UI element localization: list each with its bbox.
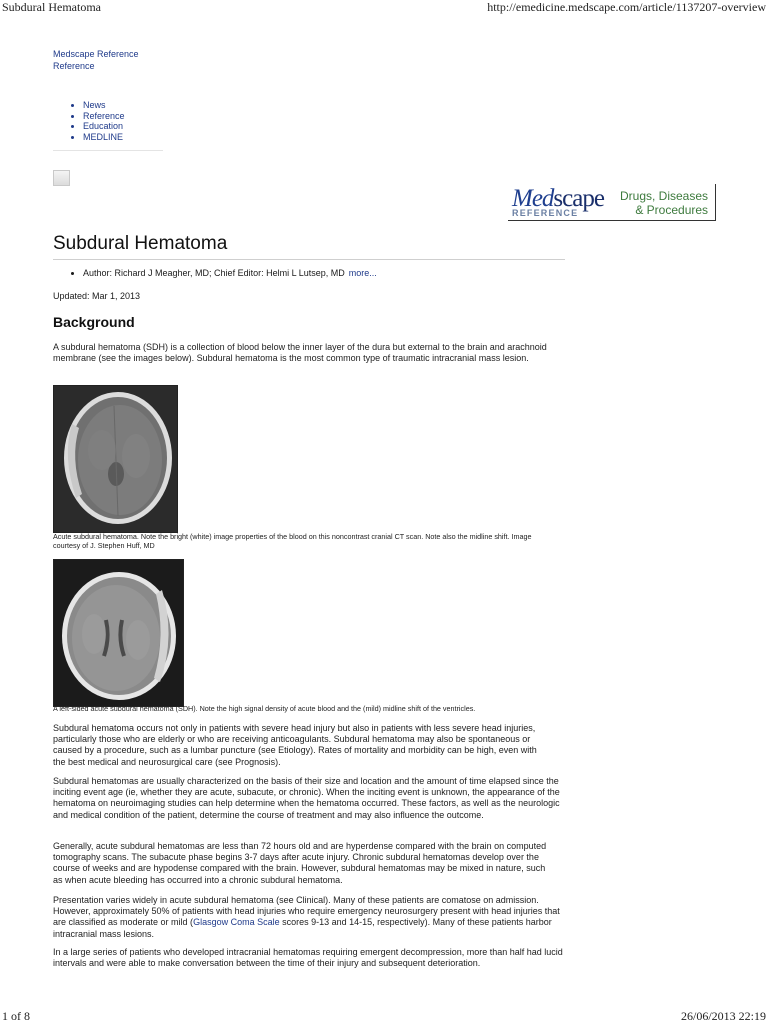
paragraph-intro: A subdural hematoma (SDH) is a collection of blood below the inner layer of the dura but external to the brain and arachnoid membrane (see the images below). Subdural hematoma is the most common type of traumatic intracranial mass lesion. (53, 342, 547, 364)
print-footer (0, 1009, 768, 1025)
nav-item-reference[interactable]: • Reference (83, 111, 565, 122)
print-header-title: Subdural Hematoma (2, 0, 101, 14)
ct-scan-2-caption: A left-sided acute subdural hematoma (SDH). Note the high signal density of acute blood and the (mild) midline shift of the ventricles. (53, 704, 476, 713)
print-header (0, 0, 768, 16)
site-nav (53, 100, 565, 142)
logo-subtitle: REFERENCE (512, 208, 579, 218)
glasgow-coma-scale-link[interactable]: Glasgow Coma Scale (193, 917, 280, 928)
author-line: • Author: Richard J Meagher, MD; Chief Editor: Helmi L Lutsep, MD more... (83, 268, 377, 278)
ct-scan-1-graphic (54, 386, 177, 532)
page-content (53, 48, 709, 969)
site-link-medscape-reference[interactable]: Medscape Reference (53, 49, 139, 59)
section-heading-background: Background (53, 314, 135, 330)
ct-scan-2-graphic (54, 560, 183, 706)
more-link[interactable]: more... (348, 268, 377, 278)
paragraph-phases: Generally, acute subdural hematomas are less than 72 hours old and are hyperdense compared with the brain on computed tomography scans. The subacute phase begins 3-7 days after acute injury. Chronic subdural hematomas develop over the course of weeks and are hypodense compared with the brain. However, subdural hematomas may be mixed in nature, such as when acute bleeding has occurred into a chronic subdural hematoma. (53, 841, 547, 885)
ct-scan-image-2[interactable] (53, 559, 184, 707)
print-header-url: http://emedicine.medscape.com/article/1137207-overview (487, 0, 766, 14)
logo-brand: Medscape (512, 185, 604, 212)
paragraph-occurrence: Subdural hematoma occurs not only in patients with severe head injury but also in patients with less severe head injuries, particularly those who are elderly or who are receiving anticoagulants. Subdural hematoma may also be spontaneous or caused by a procedure, such as a lumbar puncture (see Etiology). Rates of mortality and morbidity can be high, even with the best medical and neurosurgical care (see Prognosis). (53, 723, 537, 767)
print-footer-datetime: 26/06/2013 22:19 (680, 1009, 766, 1023)
author-list (53, 268, 377, 278)
ct-scan-image-1[interactable] (53, 385, 178, 533)
print-footer-page: 1 of 8 (2, 1009, 30, 1023)
updated-date: Updated: Mar 1, 2013 (53, 291, 141, 301)
logo-tagline: Drugs, Diseases & Procedures (620, 189, 709, 217)
broken-image-icon (53, 170, 70, 186)
ct-scan-1-caption: Acute subdural hematoma. Note the bright (white) image properties of the blood on this noncontrast cranial CT scan. Note also the midline shift. Image courtesy of J. Stephen Huff, MD (53, 532, 532, 551)
medscape-reference-logo[interactable] (508, 184, 716, 221)
nav-item-news[interactable]: • News (83, 100, 565, 111)
paragraph-lucid-intervals: In a large series of patients who developed intracranial hematomas requiring emergent decompression, more than half had lucid intervals and were able to make conversation between the time of their injury and subsequent deterioration. (53, 947, 563, 969)
nav-item-education[interactable]: • Education (83, 121, 565, 132)
paragraph-characterization: Subdural hematomas are usually characterized on the basis of their size and location and the amount of time elapsed since the inciting event age (ie, whether they are acute, subacute, or chronic). When the inciting event is unknown, the appearance of the hematoma on neuroimaging studies can help determine when the hematoma occurred. These factors, as well as the neurologic and medical condition of the patient, determine the course of treatment and may also influence the outcome. (53, 776, 560, 820)
nav-divider (53, 150, 163, 151)
page-title: Subdural Hematoma (53, 233, 565, 260)
nav-item-medline[interactable]: • MEDLINE (83, 132, 565, 143)
paragraph-presentation: Presentation varies widely in acute subdural hematoma (see Clinical). Many of these patients are comatose on admission. However, approximately 50% of patients with head injuries who require emergency neurosurgery present with head injuries that are classified as moderate or mild (Glasgow Coma Scale scores 9-13 and 14-15, respectively). Many of these patients harbor intracranial mass lesions. (53, 895, 560, 939)
site-link-reference[interactable]: Reference (53, 61, 95, 71)
